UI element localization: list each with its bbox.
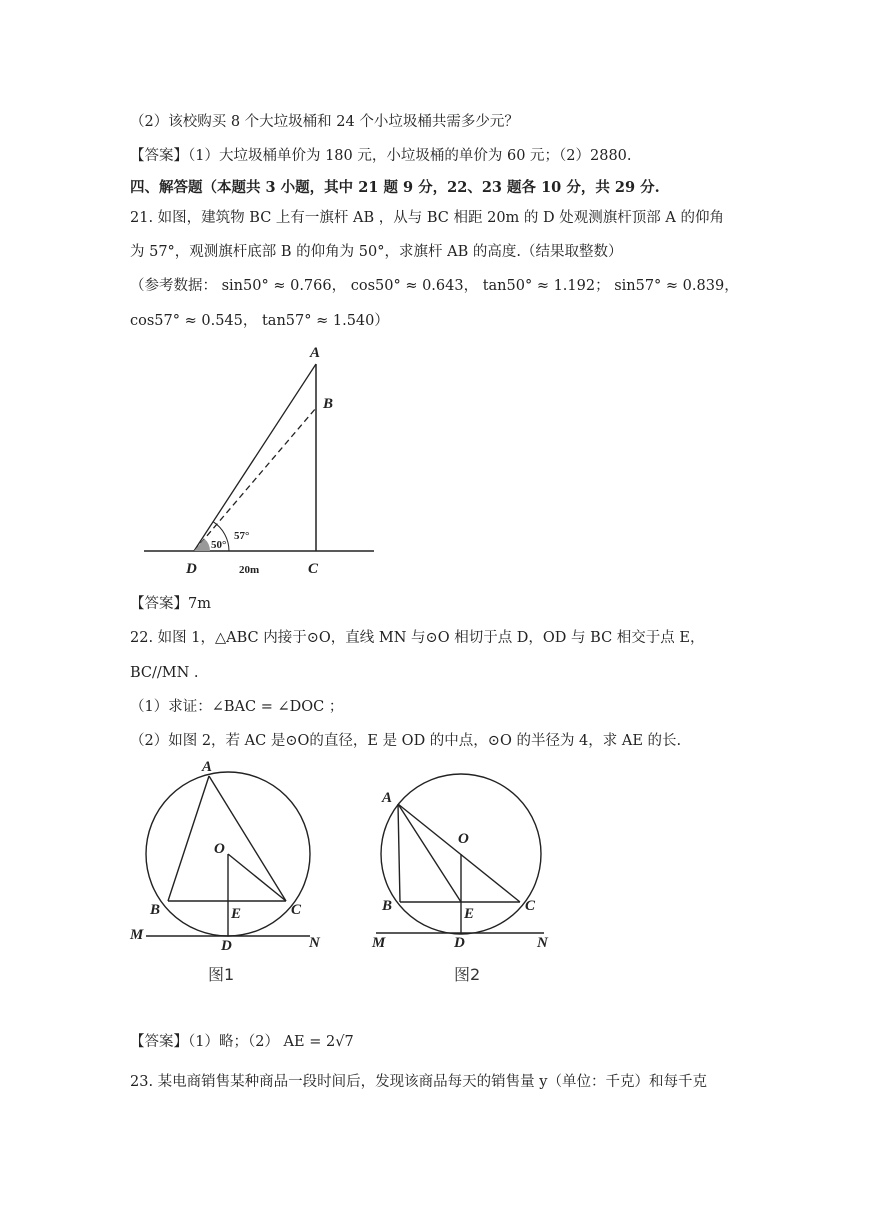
label-C: C xyxy=(525,898,536,914)
question-22-line1: 22. 如图 1，△ABC 内接于⊙O，直线 MN 与⊙O 相切于点 D，OD 与 BC 相交于点 E， xyxy=(130,630,705,646)
label-N: N xyxy=(537,935,548,951)
label-D: D xyxy=(454,935,465,951)
label-B: B xyxy=(150,902,161,918)
caption-fig1: 图1 xyxy=(208,965,235,984)
diameter-AC xyxy=(398,804,520,902)
label-O: O xyxy=(214,841,225,857)
label-M: M xyxy=(130,927,144,943)
answer-21: 【答案】7m xyxy=(130,596,211,612)
distance-label: 20m xyxy=(239,564,260,576)
question-22-part2: （2）如图 2，若 AC 是⊙O的直径，E 是 OD 的中点，⊙O 的半径为 4，求 AE 的长. xyxy=(130,733,682,749)
label-M: M xyxy=(372,935,386,951)
figure-22-fig1 xyxy=(128,756,338,991)
label-D: D xyxy=(186,561,197,577)
label-C: C xyxy=(308,561,319,577)
side-AB xyxy=(168,776,209,901)
label-A: A xyxy=(202,759,213,775)
label-E: E xyxy=(464,906,475,922)
angle-50-label: 50° xyxy=(211,539,227,551)
segment-OC xyxy=(228,854,286,901)
answer-22: 【答案】（1）略；（2） AE = 2√7 xyxy=(130,1034,354,1050)
sightline-da xyxy=(194,364,316,551)
answer-20: 【答案】（1）大垃圾桶单价为 180 元，小垃圾桶的单价为 60 元；（2）2880. xyxy=(130,148,632,164)
section-4-heading: 四、解答题（本题共 3 小题，其中 21 题 9 分，22、23 题各 10 分，共 29 分. xyxy=(130,179,660,196)
label-C: C xyxy=(291,902,302,918)
question-22-part1: （1）求证：∠BAC = ∠DOC ； xyxy=(130,699,344,715)
side-AB xyxy=(398,804,400,902)
question-21-line1: 21. 如图，建筑物 BC 上有一旗杆 AB ，从与 BC 相距 20m 的 D 处观测旗杆顶部 A 的仰角 xyxy=(130,210,724,226)
question-20-part2: （2）该校购买 8 个大垃圾桶和 24 个小垃圾桶共需多少元？ xyxy=(130,114,519,130)
angle-57-label: 57° xyxy=(234,530,250,542)
side-AC xyxy=(209,776,286,901)
sightline-db xyxy=(194,408,316,551)
label-E: E xyxy=(231,906,242,922)
question-23-line1: 23. 某电商销售某种商品一段时间后，发现该商品每天的销售量 y（单位：千克）和每千克 xyxy=(130,1074,707,1090)
label-N: N xyxy=(309,935,320,951)
label-D: D xyxy=(221,938,232,954)
figure-21-flagpole-diagram xyxy=(130,340,390,585)
caption-fig2: 图2 xyxy=(454,965,481,984)
label-B: B xyxy=(382,898,393,914)
segment-AE xyxy=(398,804,461,902)
question-22-line2: BC//MN . xyxy=(130,665,199,681)
question-21-reference-data-cont: cos57° ≈ 0.545， tan57° ≈ 1.540） xyxy=(130,313,389,329)
label-A: A xyxy=(382,790,393,806)
label-O: O xyxy=(458,831,469,847)
label-B: B xyxy=(323,396,334,412)
question-21-reference-data: （参考数据： sin50° ≈ 0.766， cos50° ≈ 0.643， tan50° ≈ 1.192； sin57° ≈ 0.839， xyxy=(130,278,739,294)
question-21-line2: 为 57°，观测旗杆底部 B 的仰角为 50°，求旗杆 AB 的高度.（结果取整数） xyxy=(130,244,623,260)
label-A: A xyxy=(310,345,321,361)
figure-22-fig2 xyxy=(368,756,558,991)
